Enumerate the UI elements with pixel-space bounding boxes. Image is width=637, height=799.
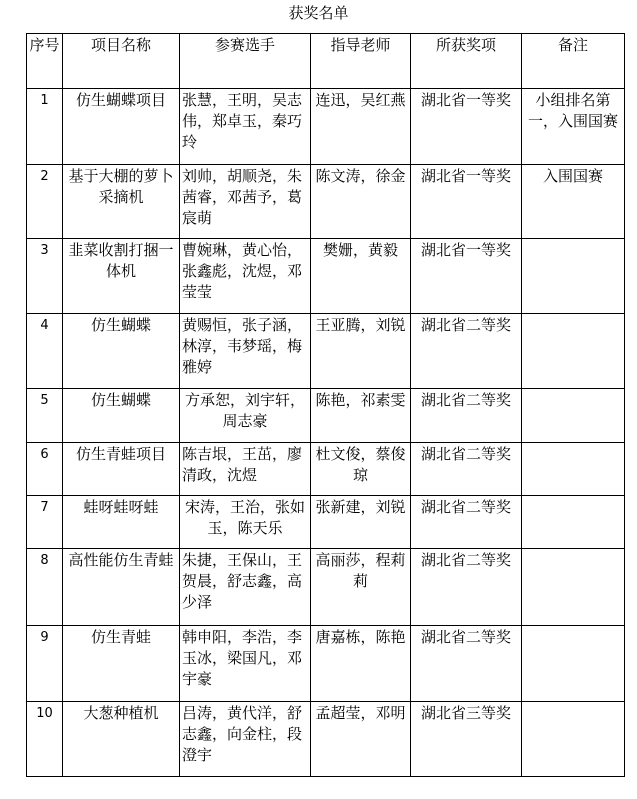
cell-award: 湖北省一等奖: [411, 239, 522, 314]
cell-project: 基于大棚的萝卜采摘机: [63, 165, 180, 239]
cell-index: 2: [27, 165, 63, 239]
cell-project: 仿生青蛙: [63, 626, 180, 702]
header-index: 序号: [27, 34, 63, 89]
cell-award: 湖北省一等奖: [411, 165, 522, 239]
cell-students: 韩申阳，李浩，李玉冰，梁国凡，邓宇豪: [180, 626, 311, 702]
cell-award: 湖北省二等奖: [411, 443, 522, 496]
cell-note: [522, 389, 625, 443]
cell-award: 湖北省二等奖: [411, 626, 522, 702]
cell-index: 10: [27, 702, 63, 777]
cell-advisors: 高丽莎，程莉莉: [311, 549, 411, 626]
cell-advisors: 孟超莹，邓明: [311, 702, 411, 777]
cell-project: 仿生蝴蝶: [63, 314, 180, 389]
table-row: [27, 314, 625, 389]
cell-note: 入围国赛: [522, 165, 625, 239]
cell-students: 黄赐恒，张子涵，林淳，韦梦瑶，梅雅婷: [180, 314, 311, 389]
cell-index: 9: [27, 626, 63, 702]
header-note: 备注: [522, 34, 625, 89]
table-row: [27, 496, 625, 549]
table-row: [27, 389, 625, 443]
cell-project: 高性能仿生青蛙: [63, 549, 180, 626]
table-row: [27, 549, 625, 626]
cell-students: 方承恕，刘宇轩，周志豪: [180, 389, 311, 443]
header-students: 参赛选手: [180, 34, 311, 89]
cell-students: 张慧，王明，吴志伟，郑卓玉，秦巧玲: [180, 89, 311, 165]
cell-project: 韭菜收割打捆一体机: [63, 239, 180, 314]
cell-index: 5: [27, 389, 63, 443]
cell-index: 3: [27, 239, 63, 314]
cell-students: 曹婉琳，黄心怡，张鑫彪，沈煜，邓莹莹: [180, 239, 311, 314]
header-award: 所获奖项: [411, 34, 522, 89]
cell-advisors: 唐嘉栋，陈艳: [311, 626, 411, 702]
cell-note: [522, 496, 625, 549]
cell-note: [522, 314, 625, 389]
cell-project: 蛙呀蛙呀蛙: [63, 496, 180, 549]
cell-students: 刘帅，胡顺尧，朱茜睿，邓茜予，葛宸萌: [180, 165, 311, 239]
cell-students: 吕涛，黄代洋，舒志鑫，向金柱，段澄宇: [180, 702, 311, 777]
table-row: [27, 165, 625, 239]
table-row: [27, 239, 625, 314]
cell-index: 8: [27, 549, 63, 626]
header-advisors: 指导老师: [311, 34, 411, 89]
document-title: 获奖名单: [288, 4, 349, 22]
table-row: [27, 626, 625, 702]
cell-advisors: 杜文俊，蔡俊琼: [311, 443, 411, 496]
cell-advisors: 王亚腾，刘锐: [311, 314, 411, 389]
header-project: 项目名称: [63, 34, 180, 89]
cell-project: 大葱种植机: [63, 702, 180, 777]
cell-note: [522, 626, 625, 702]
cell-award: 湖北省三等奖: [411, 702, 522, 777]
cell-students: 朱捷，王保山，王贺晨，舒志鑫，高少泽: [180, 549, 311, 626]
table-row: [27, 702, 625, 777]
cell-note: 小组排名第一，入围国赛: [522, 89, 625, 165]
cell-note: [522, 443, 625, 496]
cell-index: 6: [27, 443, 63, 496]
cell-advisors: 陈文涛，徐金: [311, 165, 411, 239]
cell-index: 4: [27, 314, 63, 389]
cell-project: 仿生蝴蝶: [63, 389, 180, 443]
cell-award: 湖北省二等奖: [411, 496, 522, 549]
cell-award: 湖北省二等奖: [411, 314, 522, 389]
cell-project: 仿生青蛙项目: [63, 443, 180, 496]
table-row: [27, 89, 625, 165]
cell-index: 7: [27, 496, 63, 549]
cell-project: 仿生蝴蝶项目: [63, 89, 180, 165]
table-row: [27, 443, 625, 496]
cell-advisors: 连迅，吴红燕: [311, 89, 411, 165]
cell-award: 湖北省一等奖: [411, 89, 522, 165]
cell-students: 宋涛，王治，张如玉，陈天乐: [180, 496, 311, 549]
cell-advisors: 樊姗，黄毅: [311, 239, 411, 314]
cell-advisors: 张新建，刘锐: [311, 496, 411, 549]
cell-award: 湖北省二等奖: [411, 389, 522, 443]
cell-advisors: 陈艳，祁素雯: [311, 389, 411, 443]
cell-note: [522, 702, 625, 777]
cell-index: 1: [27, 89, 63, 165]
cell-students: 陈吉垠，王茁，廖清政，沈煜: [180, 443, 311, 496]
cell-note: [522, 549, 625, 626]
table-header-row: [27, 34, 625, 89]
award-table: [26, 33, 625, 777]
cell-award: 湖北省二等奖: [411, 549, 522, 626]
cell-note: [522, 239, 625, 314]
